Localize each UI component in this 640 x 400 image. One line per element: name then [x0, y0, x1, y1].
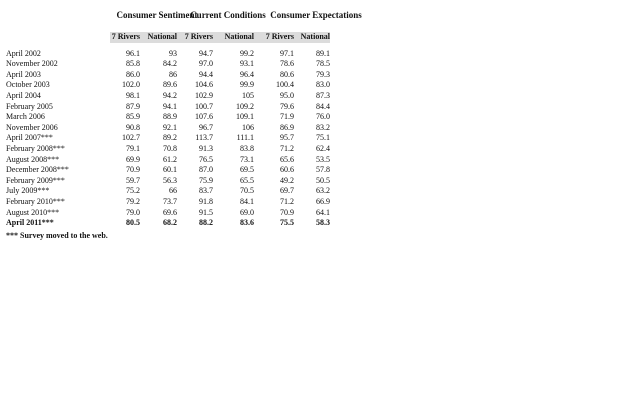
table-row — [6, 155, 330, 166]
table-cell: 73.1 — [240, 154, 254, 164]
table-row — [6, 176, 330, 187]
table-cell: 73.7 — [163, 196, 177, 206]
table-cell: 62.4 — [316, 143, 330, 153]
table-cell: 86.9 — [280, 122, 294, 132]
table-row — [6, 112, 330, 123]
table-cell: 70.8 — [163, 143, 177, 153]
table-cell: 94.1 — [163, 101, 177, 111]
table-cell: 79.6 — [280, 101, 294, 111]
table-cell: 83.7 — [199, 186, 213, 196]
survey-table-document — [6, 10, 366, 240]
table-cell: 69.5 — [240, 165, 254, 175]
group-headers — [6, 10, 366, 32]
row-label: February 2010*** — [6, 196, 65, 206]
table-cell: 113.7 — [195, 133, 213, 143]
table-cell: 71.2 — [280, 196, 294, 206]
table-cell: 85.9 — [126, 112, 140, 122]
table-cell: 85.8 — [126, 59, 140, 69]
table-cell: 97.1 — [280, 48, 294, 58]
table-cell: 61.2 — [163, 154, 177, 164]
table-cell: 78.6 — [280, 59, 294, 69]
table-cell: 68.2 — [163, 218, 177, 228]
table-cell: 83.8 — [240, 143, 254, 153]
table-cell: 60.6 — [280, 165, 294, 175]
row-label: February 2009*** — [6, 175, 65, 185]
table-cell: 69.7 — [280, 186, 294, 196]
col-header-conditions-7rivers: 7 Rivers — [177, 32, 213, 43]
table-cell: 89.2 — [163, 133, 177, 143]
row-label: July 2009*** — [6, 186, 50, 196]
row-label: April 2002 — [6, 48, 41, 58]
table-row — [6, 144, 330, 155]
table-cell: 79.1 — [126, 143, 140, 153]
col-header-conditions-national: National — [213, 32, 254, 43]
table-cell: 111.1 — [236, 133, 254, 143]
table-cell: 94.2 — [163, 90, 177, 100]
table-cell: 50.5 — [316, 175, 330, 185]
table-cell: 91.8 — [199, 196, 213, 206]
table-row — [6, 59, 330, 70]
row-label: March 2006 — [6, 112, 45, 122]
table-cell: 89.1 — [316, 48, 330, 58]
table-row — [6, 80, 330, 91]
row-label: April 2007*** — [6, 133, 53, 143]
table-cell: 100.7 — [195, 101, 213, 111]
table-row — [6, 70, 330, 81]
table-cell: 90.8 — [126, 122, 140, 132]
table-cell: 75.9 — [199, 175, 213, 185]
table-cell: 107.6 — [195, 112, 213, 122]
table-cell: 76.5 — [199, 154, 213, 164]
row-label: August 2010*** — [6, 207, 60, 217]
row-label: October 2003 — [6, 80, 50, 90]
table-cell: 93 — [169, 48, 177, 58]
table-row — [6, 133, 330, 144]
table-cell: 70.5 — [240, 186, 254, 196]
table-cell: 71.2 — [280, 143, 294, 153]
table-cell: 96.1 — [126, 48, 140, 58]
col-header-sentiment-7rivers: 7 Rivers — [111, 32, 140, 41]
table-cell: 70.9 — [126, 165, 140, 175]
table-cell: 65.5 — [240, 175, 254, 185]
col-header-expectations-national: National — [294, 32, 330, 43]
table-cell: 87.0 — [199, 165, 213, 175]
table-cell: 66.9 — [316, 196, 330, 206]
table-cell: 75.1 — [316, 133, 330, 143]
table-cell: 102.0 — [122, 80, 140, 90]
row-label: April 2004 — [6, 90, 41, 100]
table-cell: 75.5 — [280, 218, 294, 228]
table-cell: 78.5 — [316, 59, 330, 69]
table-cell: 65.6 — [280, 154, 294, 164]
row-label: November 2002 — [6, 59, 58, 69]
table-cell: 93.1 — [240, 59, 254, 69]
row-label: April 2003 — [6, 69, 41, 79]
table-cell: 88.9 — [163, 112, 177, 122]
table-row — [6, 208, 330, 219]
table-cell: 63.2 — [316, 186, 330, 196]
footnote: *** Survey moved to the web. — [6, 230, 108, 240]
table-body — [6, 49, 330, 229]
table-cell: 105 — [242, 90, 254, 100]
table-row — [6, 186, 330, 197]
table-cell: 109.2 — [236, 101, 254, 111]
table-cell: 88.2 — [199, 218, 213, 228]
table-cell: 75.2 — [126, 186, 140, 196]
table-cell: 84.4 — [316, 101, 330, 111]
table-cell: 80.6 — [280, 69, 294, 79]
col-header-sentiment-national: National — [140, 32, 177, 43]
table-cell: 102.9 — [195, 90, 213, 100]
table-cell: 76.0 — [316, 112, 330, 122]
table-cell: 69.6 — [163, 207, 177, 217]
table-cell: 94.4 — [199, 69, 213, 79]
table-row — [6, 218, 330, 229]
col-header-expectations-7rivers: 7 Rivers — [254, 32, 294, 43]
table-cell: 66 — [169, 186, 177, 196]
group-header-sentiment: Consumer Sentiment — [116, 10, 198, 20]
table-row — [6, 102, 330, 113]
data-table — [6, 32, 330, 229]
table-cell: 69.9 — [126, 154, 140, 164]
table-cell: 92.1 — [163, 122, 177, 132]
table-cell: 53.5 — [316, 154, 330, 164]
table-cell: 80.5 — [126, 218, 140, 228]
table-cell: 79.0 — [126, 207, 140, 217]
table-cell: 87.9 — [126, 101, 140, 111]
table-cell: 83.2 — [316, 122, 330, 132]
table-cell: 98.1 — [126, 90, 140, 100]
row-label-header — [6, 32, 110, 43]
table-cell: 96.7 — [199, 122, 213, 132]
table-cell: 57.8 — [316, 165, 330, 175]
table-cell: 96.4 — [240, 69, 254, 79]
table-cell: 60.1 — [163, 165, 177, 175]
table-cell: 104.6 — [195, 80, 213, 90]
table-cell: 70.9 — [280, 207, 294, 217]
table-cell: 86.0 — [126, 69, 140, 79]
table-cell: 69.0 — [240, 207, 254, 217]
table-cell: 94.7 — [199, 48, 213, 58]
table-row — [6, 123, 330, 134]
table-row — [6, 165, 330, 176]
table-cell: 83.0 — [316, 80, 330, 90]
table-cell: 56.3 — [163, 175, 177, 185]
table-cell: 89.6 — [163, 80, 177, 90]
table-cell: 71.9 — [280, 112, 294, 122]
table-cell: 95.0 — [280, 90, 294, 100]
table-cell: 86 — [169, 69, 177, 79]
table-cell: 64.1 — [316, 207, 330, 217]
group-header-conditions: Current Conditions — [190, 10, 266, 20]
table-cell: 100.4 — [276, 80, 294, 90]
table-cell: 79.3 — [316, 69, 330, 79]
table-cell: 83.6 — [240, 218, 254, 228]
table-cell: 87.3 — [316, 90, 330, 100]
row-label: August 2008*** — [6, 154, 60, 164]
table-row — [6, 197, 330, 208]
row-label: December 2008*** — [6, 165, 69, 175]
table-cell: 91.3 — [199, 143, 213, 153]
column-header-row — [6, 32, 330, 43]
table-cell: 99.9 — [240, 80, 254, 90]
table-cell: 99.2 — [240, 48, 254, 58]
table-cell: 59.7 — [126, 175, 140, 185]
table-cell: 79.2 — [126, 196, 140, 206]
row-label: February 2008*** — [6, 143, 65, 153]
group-header-expectations: Consumer Expectations — [270, 10, 362, 20]
row-label: November 2006 — [6, 122, 58, 132]
table-cell: 95.7 — [280, 133, 294, 143]
table-cell: 84.1 — [240, 196, 254, 206]
table-cell: 49.2 — [280, 175, 294, 185]
table-cell: 109.1 — [236, 112, 254, 122]
row-label: April 2011*** — [6, 218, 54, 228]
table-cell: 106 — [242, 122, 254, 132]
table-cell: 102.7 — [122, 133, 140, 143]
row-label: February 2005 — [6, 101, 53, 111]
table-cell: 84.2 — [163, 59, 177, 69]
table-row — [6, 49, 330, 60]
table-row — [6, 91, 330, 102]
table-cell: 58.3 — [316, 218, 330, 228]
table-cell: 97.0 — [199, 59, 213, 69]
table-cell: 91.5 — [199, 207, 213, 217]
